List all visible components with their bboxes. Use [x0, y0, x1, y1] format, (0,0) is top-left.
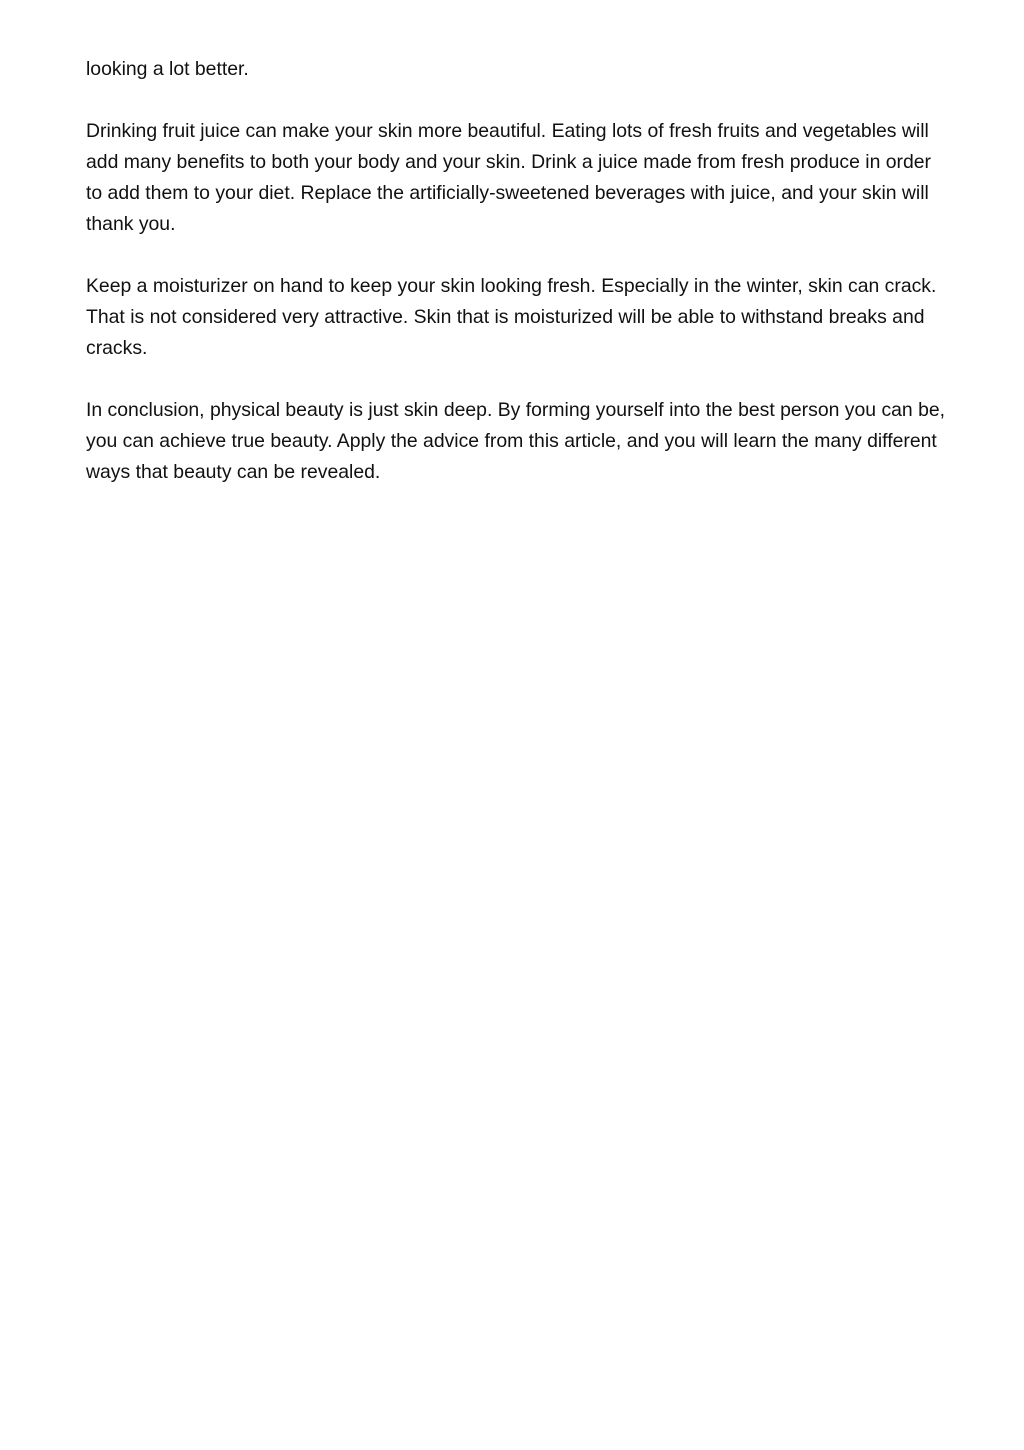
- document-body: [86, 54, 946, 519]
- paragraph-fruit-juice: Drinking fruit juice can make your skin more beautiful. Eating lots of fresh fruits and vegetables will add many benefits to both your body and your skin. Drink a juice made from fresh produce in order to add them to your diet. Replace the artificially-sweetened beverages with juice, and your skin will thank you.: [86, 120, 932, 235]
- paragraph-moisturizer: Keep a moisturizer on hand to keep your skin looking fresh. Especially in the winter, skin can crack. That is not considered very attractive. Skin that is moisturized will be able to withstand breaks and cracks.: [86, 275, 937, 359]
- paragraph-continuation: looking a lot better.: [86, 58, 249, 80]
- paragraph-conclusion: In conclusion, physical beauty is just skin deep. By forming yourself into the best person you can be, you can achieve true beauty. Apply the advice from this article, and you will learn the many different ways that beauty can be revealed.: [86, 399, 946, 483]
